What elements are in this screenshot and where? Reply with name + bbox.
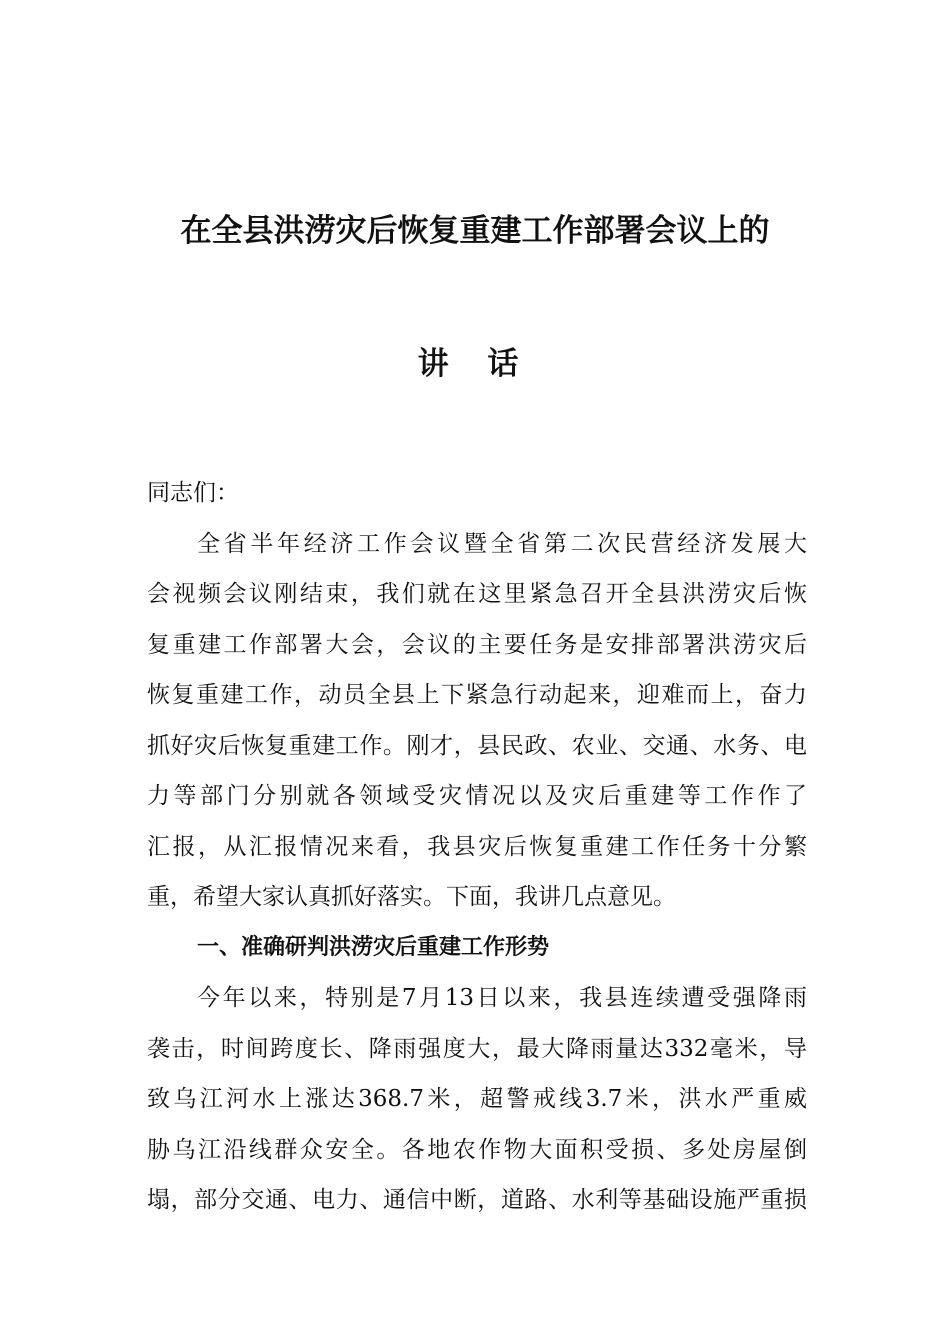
paragraph-1-line: 汇报，从汇报情况来看，我县灾后恢复重建工作任务十分繁: [147, 833, 807, 860]
paragraph-2-line: 致乌江河水上涨达368.7米，超警戒线3.7米，洪水严重威: [147, 1086, 807, 1112]
document-title-line-1: 在全县洪涝灾后恢复重建工作部署会议上的: [180, 213, 770, 249]
paragraph-1-line: 会视频会议刚结束，我们就在这里紧急召开全县洪涝灾后恢: [147, 581, 807, 607]
paragraph-1-line: 力等部门分别就各领域受灾情况以及灾后重建等工作作了: [147, 783, 807, 809]
paragraph-2-line: 袭击，时间跨度长、降雨强度大，最大降雨量达332毫米，导: [147, 1035, 807, 1062]
paragraph-1-line: 全省半年经济工作会议暨全省第二次民营经济发展大: [197, 530, 807, 557]
greeting: 同志们：: [147, 480, 239, 506]
document-body: [147, 468, 807, 1226]
section-1-heading: 一、准确研判洪涝灾后重建工作形势: [197, 934, 550, 960]
paragraph-2-line: 胁乌江沿线群众安全。各地农作物大面积受损、多处房屋倒: [147, 1136, 807, 1163]
paragraph-2-line: 塌，部分交通、电力、通信中断，道路、水利等基础设施严重损: [147, 1187, 807, 1213]
document-title-line-2: 讲 话: [417, 346, 533, 382]
paragraph-1-line: 复重建工作部署大会，会议的主要任务是安排部署洪涝灾后: [147, 631, 807, 658]
paragraph-1-line: 抓好灾后恢复重建工作。刚才，县民政、农业、交通、水务、电: [147, 732, 807, 759]
paragraph-1-line: 重，希望大家认真抓好落实。下面，我讲几点意见。: [147, 884, 676, 910]
paragraph-2-line: 今年以来，特别是7月13日以来，我县连续遭受强降雨: [197, 985, 807, 1011]
paragraph-1-line: 恢复重建工作，动员全县上下紧急行动起来，迎难而上，奋力: [147, 682, 807, 708]
